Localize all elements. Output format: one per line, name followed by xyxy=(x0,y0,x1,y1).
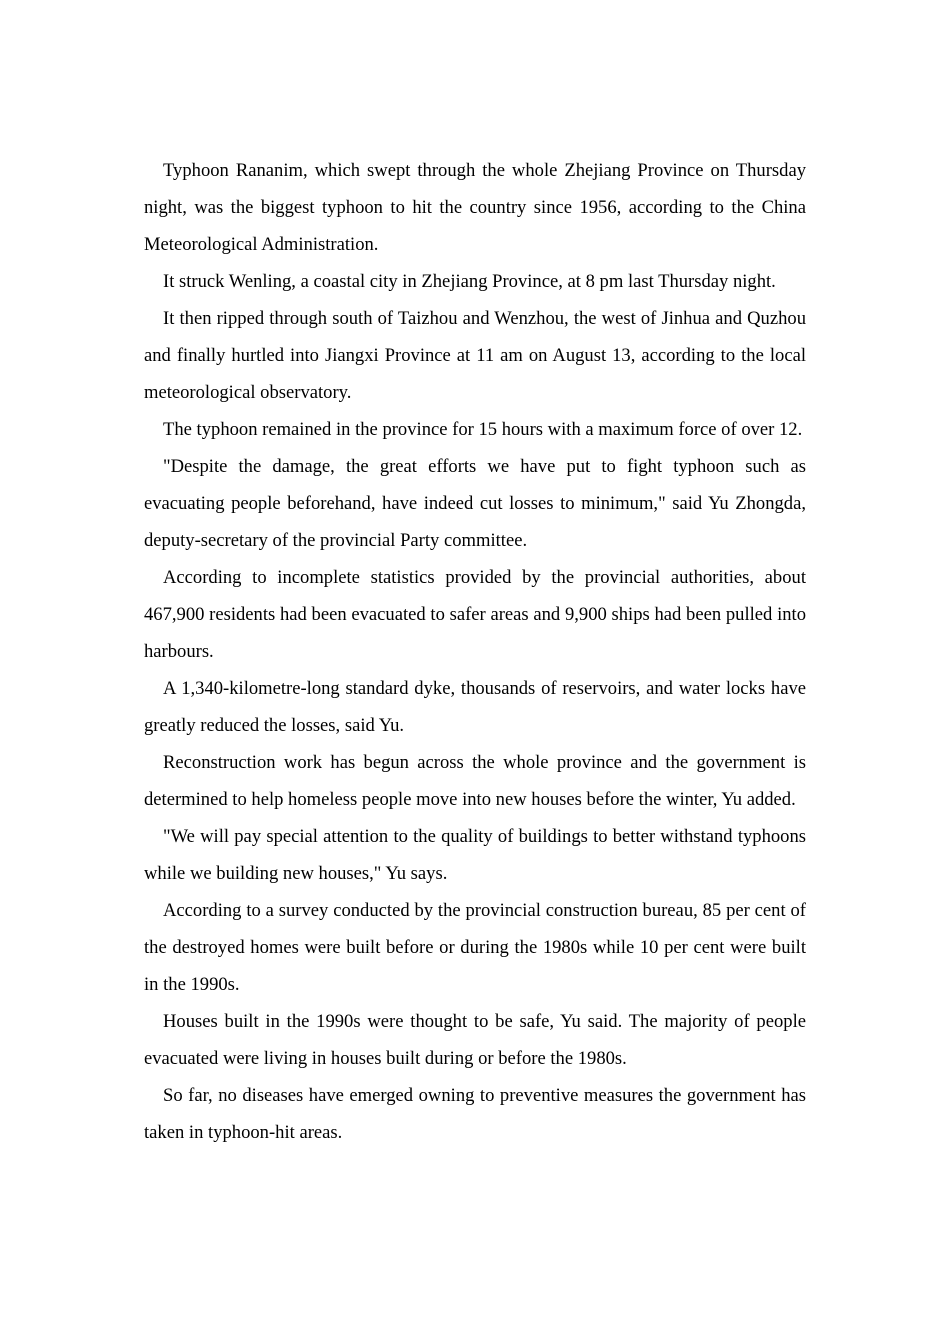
paragraph-7: A 1,340-kilometre-long standard dyke, thousands of reservoirs, and water locks have greatly reduced the losses, said Yu. xyxy=(144,678,806,736)
paragraph-3: It then ripped through south of Taizhou and Wenzhou, the west of Jinhua and Quzhou and finally hurtled into Jiangxi Province at 11 am on August 13, according to the local meteorological observatory. xyxy=(144,308,806,403)
document-page xyxy=(144,152,806,1151)
paragraph-11: Houses built in the 1990s were thought to be safe, Yu said. The majority of people evacuated were living in houses built during or before the 1980s. xyxy=(144,1011,806,1069)
paragraph-6: According to incomplete statistics provided by the provincial authorities, about 467,900 residents had been evacuated to safer areas and 9,900 ships had been pulled into harbours. xyxy=(144,567,806,662)
paragraph-8: Reconstruction work has begun across the whole province and the government is determined to help homeless people move into new houses before the winter, Yu added. xyxy=(144,752,806,810)
paragraph-12: So far, no diseases have emerged owning to preventive measures the government has taken in typhoon-hit areas. xyxy=(144,1085,806,1143)
paragraph-5: "Despite the damage, the great efforts we have put to fight typhoon such as evacuating people beforehand, have indeed cut losses to minimum," said Yu Zhongda, deputy-secretary of the provincial Party committee. xyxy=(144,456,806,551)
paragraph-10: According to a survey conducted by the provincial construction bureau, 85 per cent of the destroyed homes were built before or during the 1980s while 10 per cent were built in the 1990s. xyxy=(144,900,806,995)
paragraph-1: Typhoon Rananim, which swept through the whole Zhejiang Province on Thursday night, was the biggest typhoon to hit the country since 1956, according to the China Meteorological Administration. xyxy=(144,160,806,255)
paragraph-4: The typhoon remained in the province for 15 hours with a maximum force of over 12. xyxy=(163,419,803,440)
paragraph-2: It struck Wenling, a coastal city in Zhejiang Province, at 8 pm last Thursday night. xyxy=(163,271,776,292)
paragraph-9: "We will pay special attention to the quality of buildings to better withstand typhoons while we building new houses," Yu says. xyxy=(144,826,806,884)
